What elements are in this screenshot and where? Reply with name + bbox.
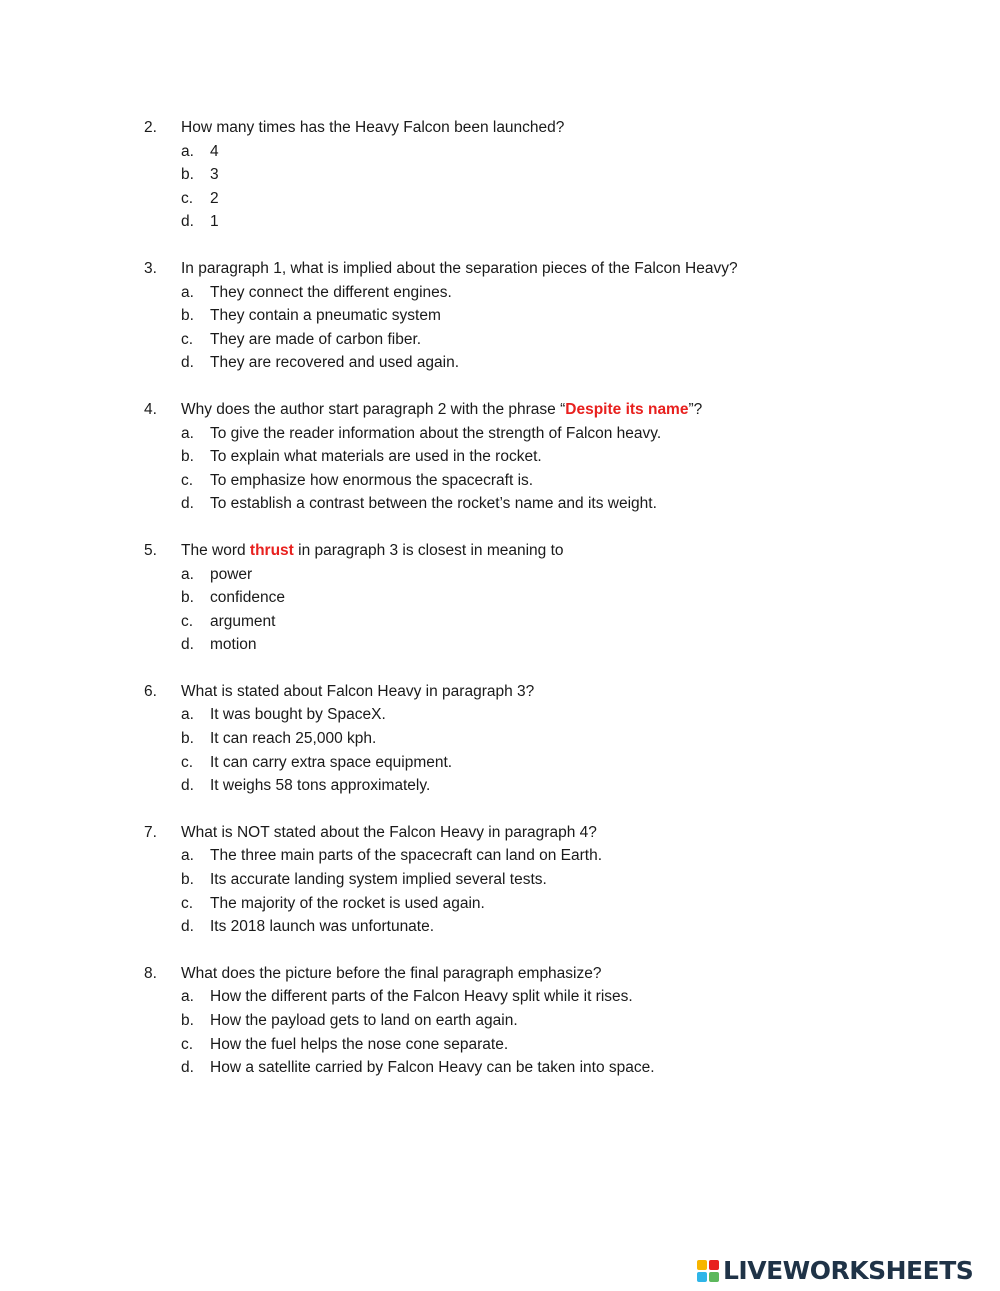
answer-option[interactable] [144, 751, 964, 775]
option-text: How the different parts of the Falcon Heavy split while it rises. [210, 988, 633, 1006]
option-letter: c. [181, 1035, 194, 1053]
answer-options [144, 703, 964, 797]
question-8 [144, 962, 964, 1080]
question-number: 4. [144, 400, 157, 418]
option-letter: d. [181, 918, 194, 936]
question-text-after: ”? [688, 400, 703, 418]
question-number: 7. [144, 823, 157, 841]
question-prompt [144, 539, 964, 563]
answer-option[interactable] [144, 140, 964, 164]
option-text: How a satellite carried by Falcon Heavy can be taken into space. [210, 1059, 655, 1077]
option-letter: d. [181, 495, 194, 513]
answer-options [144, 422, 964, 516]
question-prompt [144, 821, 964, 845]
answer-option[interactable] [144, 422, 964, 446]
highlighted-word: thrust [249, 541, 294, 559]
option-letter: a. [181, 706, 194, 724]
question-text-before: The word [181, 541, 250, 559]
option-text: 2 [210, 189, 219, 207]
option-letter: c. [181, 612, 194, 630]
answer-option[interactable] [144, 586, 964, 610]
option-text: Its accurate landing system implied several tests. [210, 871, 547, 889]
option-text: It weighs 58 tons approximately. [210, 777, 431, 795]
option-letter: b. [181, 307, 194, 325]
answer-option[interactable] [144, 633, 964, 657]
option-text: Its 2018 launch was unfortunate. [210, 918, 435, 936]
question-number: 5. [144, 541, 157, 559]
option-letter: d. [181, 354, 194, 372]
option-text: To explain what materials are used in the rocket. [210, 448, 542, 466]
option-text: To give the reader information about the strength of Falcon heavy. [210, 424, 662, 442]
option-text: How the payload gets to land on earth again. [210, 1012, 518, 1029]
option-letter: d. [181, 213, 194, 231]
question-text: What does the picture before the final paragraph emphasize? [181, 964, 602, 982]
option-text: How the fuel helps the nose cone separate. [210, 1035, 509, 1053]
answer-option[interactable] [144, 445, 964, 469]
answer-option[interactable] [144, 281, 964, 305]
option-letter: a. [181, 847, 194, 865]
answer-option[interactable] [144, 304, 964, 328]
answer-option[interactable] [144, 351, 964, 375]
option-letter: c. [181, 894, 194, 912]
logo-square-blue [697, 1272, 707, 1282]
question-number: 3. [144, 259, 157, 277]
option-letter: c. [181, 189, 194, 207]
option-text: 4 [210, 142, 219, 160]
option-text: It was bought by SpaceX. [210, 706, 386, 724]
question-4 [144, 398, 964, 516]
option-text: motion [210, 636, 257, 654]
logo-square-yellow [697, 1260, 707, 1270]
option-text: It can reach 25,000 kph. [210, 730, 377, 748]
option-text: It can carry extra space equipment. [210, 753, 453, 771]
question-text: What is stated about Falcon Heavy in paragraph 3? [181, 682, 535, 700]
option-letter: d. [181, 777, 194, 795]
answer-option[interactable] [144, 328, 964, 352]
question-number: 8. [144, 964, 157, 982]
option-text: The majority of the rocket is used again. [210, 894, 485, 912]
question-prompt [144, 680, 964, 704]
answer-options [144, 563, 964, 657]
liveworksheets-logo [697, 1256, 973, 1286]
answer-option[interactable] [144, 187, 964, 211]
option-text: They contain a pneumatic system [210, 307, 441, 325]
question-2 [144, 116, 964, 234]
option-letter: a. [181, 142, 194, 160]
question-number: 6. [144, 682, 157, 700]
option-letter: b. [181, 589, 194, 607]
question-3 [144, 257, 964, 375]
option-letter: b. [181, 871, 194, 889]
answer-option[interactable] [144, 492, 964, 516]
option-letter: a. [181, 565, 194, 583]
question-list [144, 116, 964, 1103]
liveworksheets-logo-icon [697, 1260, 719, 1282]
option-letter: a. [181, 424, 194, 442]
answer-option[interactable] [144, 1056, 964, 1080]
option-letter: b. [181, 1012, 194, 1029]
question-7 [144, 821, 964, 939]
logo-square-green [709, 1272, 719, 1282]
question-text [181, 539, 964, 563]
question-number: 2. [144, 119, 157, 136]
option-letter: c. [181, 753, 194, 771]
answer-options [144, 985, 964, 1079]
highlighted-phrase: Despite its name [565, 400, 689, 418]
answer-option[interactable] [144, 844, 964, 868]
question-text-after: in paragraph 3 is closest in meaning to [293, 541, 564, 559]
option-text: They are made of carbon fiber. [210, 330, 422, 348]
option-text: confidence [210, 589, 285, 607]
option-letter: d. [181, 636, 194, 654]
logo-text: LIVEWORKSHEETS [723, 1256, 974, 1285]
option-text: argument [210, 612, 276, 630]
option-text: power [210, 565, 253, 583]
question-prompt [144, 257, 964, 281]
option-letter: b. [181, 448, 194, 466]
answer-option[interactable] [144, 892, 964, 916]
option-text: They are recovered and used again. [210, 354, 460, 372]
question-5 [144, 539, 964, 657]
question-prompt [144, 398, 964, 422]
question-prompt [144, 962, 964, 986]
answer-options [144, 281, 964, 375]
option-letter: c. [181, 330, 194, 348]
question-text-before: Why does the author start paragraph 2 with the phrase “ [181, 400, 566, 418]
answer-option[interactable] [144, 868, 964, 892]
answer-option[interactable] [144, 563, 964, 587]
option-text: They connect the different engines. [210, 283, 452, 301]
answer-option[interactable] [144, 985, 964, 1009]
question-text: How many times has the Heavy Falcon been launched? [181, 119, 565, 136]
answer-options [144, 140, 964, 234]
option-letter: d. [181, 1059, 194, 1077]
question-prompt [144, 116, 964, 140]
option-letter: a. [181, 283, 194, 301]
question-text [181, 398, 964, 422]
answer-option[interactable] [144, 774, 964, 798]
answer-option[interactable] [144, 610, 964, 634]
answer-option[interactable] [144, 915, 964, 939]
answer-option[interactable] [144, 210, 964, 234]
logo-square-red [709, 1260, 719, 1270]
option-letter: b. [181, 166, 194, 184]
option-text: To emphasize how enormous the spacecraft is. [210, 471, 534, 489]
question-text: In paragraph 1, what is implied about the separation pieces of the Falcon Heavy? [181, 259, 738, 277]
option-text: 1 [210, 213, 219, 231]
question-text: What is NOT stated about the Falcon Heavy in paragraph 4? [181, 823, 597, 841]
option-text: To establish a contrast between the rocket’s name and its weight. [210, 495, 657, 513]
option-letter: b. [181, 730, 194, 748]
option-letter: a. [181, 988, 194, 1006]
answer-options [144, 844, 964, 938]
option-letter: c. [181, 471, 194, 489]
option-text: 3 [210, 166, 219, 184]
answer-option[interactable] [144, 469, 964, 493]
answer-option[interactable] [144, 163, 964, 187]
answer-option[interactable] [144, 1033, 964, 1057]
option-text: The three main parts of the spacecraft can land on Earth. [210, 847, 603, 865]
answer-option[interactable] [144, 703, 964, 727]
question-6 [144, 680, 964, 798]
answer-option[interactable] [144, 1009, 964, 1033]
answer-option[interactable] [144, 727, 964, 751]
